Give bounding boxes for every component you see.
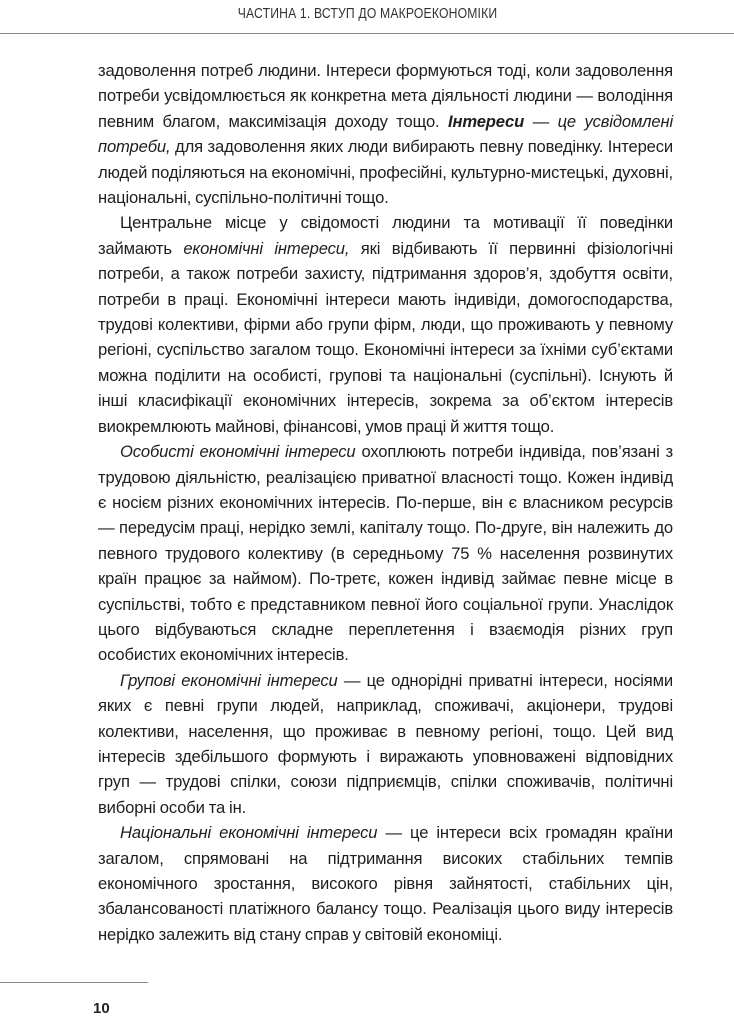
paragraph-national-interests [98,820,673,947]
footer-rule [0,982,148,983]
term-interests: Інтереси [447,111,525,131]
running-header [0,0,734,34]
term-economic-interests: економічні інтереси, [183,238,350,258]
paragraph-text: задоволення потреб людини. Інтереси формуються тоді, коли задоволення потреби усвідомлюється як конкретна мета діяльності людини — володіння певним благом, максимізація доходу тощо. [98,61,673,131]
paragraph-personal-interests [98,439,673,668]
paragraph-economic-interests [98,210,673,439]
paragraph-text: для задоволення яких люди вибирають певну поведінку. Інтереси людей поділяються на економічні, професійні, культурно-мистецькі, духовні, національні, суспільно-політичні тощо. [98,137,673,208]
dash-separator: — [524,111,558,131]
paragraph-text: охоплюють потреби індивіда, пов’язані з трудовою діяльністю, реалізацією приватної власності тощо. Кожен індивід є носієм різних економічних інтересів. По-перше, він є власником ресурсів — передусім праці, нерідко землі, капіталу тощо. По-друге, він належить до певного трудового колективу (в середньому 75 % населення розвинутих країн працює за наймом). По-третє, кожен індивід займає певне місце в суспільстві, тобто є представником певної його соціальної групи. Унаслідок цього відбуваються складне переплетення і взаємодія різних груп особистих економічних інтересів. [98,442,673,665]
term-definition: це усвідомлені потреби, [98,111,673,157]
paragraph-text: — це однорідні приватні інтереси, носіями яких є певні групи людей, наприклад, споживачі, акціонери, трудові колективи, населення, що проживає в певному регіоні, тощо. Цей вид інтересів здебільшого формують і виражають уповноважені відповідних груп — трудові спілки, союзи підприємців, спілки споживачів, політичні виборні особи та ін. [98,670,674,817]
paragraph-group-interests [98,668,673,820]
term-national-interests: Національні економічні інтереси [120,823,378,843]
term-personal-interests: Особисті економічні інтереси [120,442,356,462]
page-number: 10 [93,1000,110,1017]
page-body [98,58,673,947]
paragraph-interests-definition [98,58,673,210]
paragraph-text: — це інтереси всіх громадян країни загалом, спрямовані на підтримання високих стабільних темпів економічного зростання, високого рівня зайнятості, стабільних цін, збалансованості платіжного балансу тощо. Реалізація цього виду інтересів нерідко залежить від стану справ у світовій економіці. [98,823,673,944]
paragraph-text: Центральне місце у свідомості людини та мотивації її поведінки займають [98,213,673,258]
term-group-interests: Групові економічні інтереси [120,670,338,690]
running-header-title: ЧАСТИНА 1. ВСТУП ДО МАКРОЕКОНОМІКИ [237,6,497,22]
paragraph-text: які відбивають її первинні фізіологічні потреби, а також потреби захисту, підтримання здоров’я, здобуття освіти, потреби в праці. Економічні інтереси мають індивіди, домогосподарства, трудові колективи, фірми або групи фірм, люди, що проживають у певному регіоні, суспільство загалом тощо. Економічні інтереси за їхніми суб’єктами можна поділити на особисті, групові та національні (суспільні). Існують й інші класифікації економічних інтересів, зокрема за об’єктом інтересів виокремлюють майнові, фінансові, умов праці й життя тощо. [98,238,673,436]
